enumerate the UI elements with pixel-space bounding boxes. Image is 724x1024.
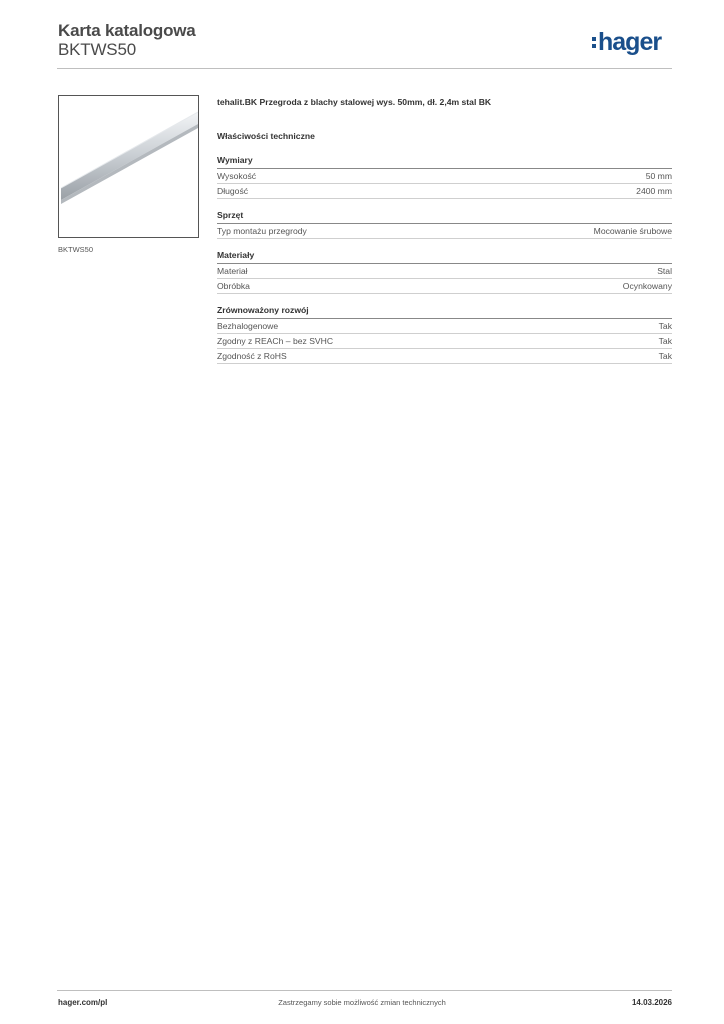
property-row (217, 319, 672, 334)
property-label: Bezhalogenowe (217, 321, 279, 331)
hager-logo (592, 27, 661, 57)
product-title: tehalit.BK Przegroda z blachy stalowej wys. 50mm, dł. 2,4m stal BK (217, 97, 492, 107)
section-dimensions (217, 154, 672, 199)
section-heading: Materiały (217, 249, 672, 264)
product-details (217, 96, 672, 364)
property-label: Wysokość (217, 171, 257, 181)
section-sustainability (217, 304, 672, 364)
property-label: Zgodność z RoHS (217, 351, 287, 361)
properties-title: Właściwości techniczne (217, 131, 315, 141)
property-label: Obróbka (217, 281, 250, 291)
property-value: 50 mm (645, 171, 672, 181)
property-label: Zgodny z REACh – bez SVHC (217, 336, 334, 346)
logo-dots-icon (592, 37, 596, 48)
property-value: Tak (658, 321, 672, 331)
property-value: Tak (658, 336, 672, 346)
property-row (217, 334, 672, 349)
product-image (58, 95, 199, 238)
section-hardware (217, 209, 672, 239)
property-row (217, 264, 672, 279)
section-heading: Zrównoważony rozwój (217, 304, 672, 319)
steel-divider-icon (59, 96, 198, 237)
property-value: Tak (658, 351, 672, 361)
property-label: Długość (217, 186, 249, 196)
section-heading: Wymiary (217, 154, 672, 169)
footer-divider (57, 990, 672, 991)
footer-website-link[interactable]: hager.com/pl (58, 998, 108, 1007)
header-divider (57, 68, 672, 69)
footer-note: Zastrzegamy sobie możliwość zmian technicznych (278, 998, 446, 1007)
section-materials (217, 249, 672, 294)
property-row (217, 224, 672, 239)
page-title: Karta katalogowa (58, 21, 196, 40)
property-value: 2400 mm (636, 186, 672, 196)
property-label: Materiał (217, 266, 248, 276)
property-row (217, 169, 672, 184)
property-row (217, 184, 672, 199)
property-value: Ocynkowany (622, 281, 672, 291)
property-value: Stal (657, 266, 672, 276)
property-label: Typ montażu przegrody (217, 226, 307, 236)
property-row (217, 279, 672, 294)
image-caption: BKTWS50 (58, 245, 94, 254)
property-row (217, 349, 672, 364)
section-heading: Sprzęt (217, 209, 672, 224)
product-code: BKTWS50 (58, 40, 136, 59)
footer-date: 14.03.2026 (631, 998, 672, 1007)
logo-text: hager (598, 28, 662, 56)
property-value: Mocowanie śrubowe (593, 226, 672, 236)
